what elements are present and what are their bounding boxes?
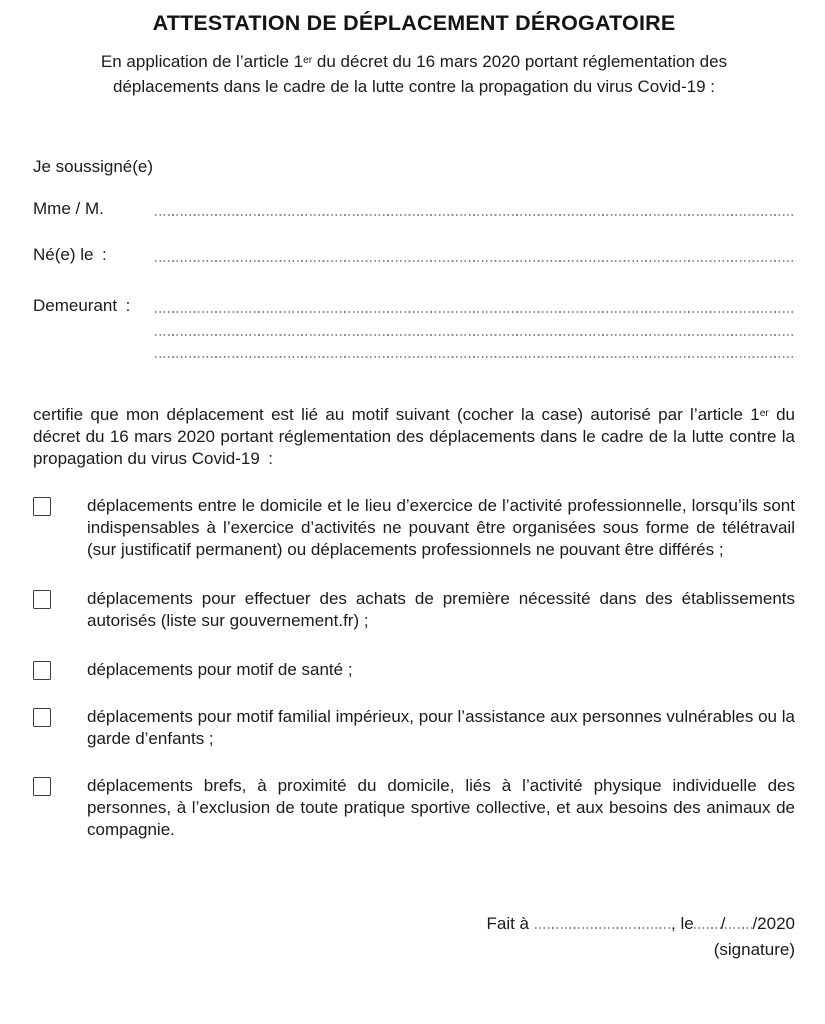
le-label: , le bbox=[671, 914, 694, 933]
birthdate-field-row bbox=[33, 244, 795, 266]
address-input-line-3[interactable] bbox=[155, 356, 795, 358]
reason-checkbox-health[interactable] bbox=[33, 661, 51, 680]
reason-item-work bbox=[33, 495, 795, 561]
address-input-line-1[interactable] bbox=[155, 311, 795, 313]
date-place-line bbox=[33, 913, 795, 935]
reason-item-health bbox=[33, 659, 795, 681]
subtitle bbox=[67, 49, 761, 99]
reason-item-family bbox=[33, 706, 795, 750]
month-input-line[interactable] bbox=[725, 927, 752, 929]
intro-line: Je soussigné(e) bbox=[33, 157, 154, 176]
birthdate-label: Né(e) le : bbox=[33, 245, 107, 264]
reason-text-work: déplacements entre le domicile et le lieu d’exercice de l’activité professionnelle, lorsqu’ils sont indispensables à l’exercice d’activités ne pouvant être organisées sous forme de télétravail (sur justificatif permanent) ou déplacements professionnels ne pouvant être différés ; bbox=[87, 496, 795, 559]
subtitle-text-pre: En application de l’article 1 bbox=[100, 52, 304, 71]
certify-paragraph bbox=[33, 404, 795, 470]
reason-text-exercise: déplacements brefs, à proximité du domicile, liés à l’activité physique individuelle des personnes, à l’exclusion de toute pratique sportive collective, et aux besoins des animaux de compagnie. bbox=[87, 776, 795, 839]
certify-text-pre: certifie que mon déplacement est lié au motif suivant (cocher la case) autorisé par l’article 1 bbox=[33, 405, 760, 424]
name-input-line[interactable] bbox=[155, 214, 795, 216]
reason-text-family: déplacements pour motif familial impérieux, pour l’assistance aux personnes vulnérables ou la garde d’enfants ; bbox=[87, 707, 795, 748]
fait-a-label: Fait à bbox=[486, 914, 530, 933]
address-field-row bbox=[33, 295, 795, 358]
address-label: Demeurant : bbox=[33, 296, 131, 315]
address-input-lines bbox=[155, 295, 795, 358]
birthdate-input-line[interactable] bbox=[155, 260, 795, 262]
reason-checkbox-exercise[interactable] bbox=[33, 777, 51, 796]
subtitle-text-post: du décret du 16 mars 2020 portant réglementation des déplacements dans le cadre de la lutte contre la propagation du virus Covid-19 : bbox=[113, 52, 728, 96]
reason-text-health: déplacements pour motif de santé ; bbox=[87, 660, 353, 679]
certify-superscript: er bbox=[759, 408, 769, 420]
reason-checkbox-groceries[interactable] bbox=[33, 590, 51, 609]
reason-text-groceries: déplacements pour effectuer des achats de première nécessité dans des établissements autorisés (liste sur gouvernement.fr) ; bbox=[87, 589, 795, 630]
year-label: /2020 bbox=[752, 914, 795, 933]
reason-list bbox=[33, 495, 795, 841]
reason-checkbox-work[interactable] bbox=[33, 497, 51, 516]
certify-text-post: du décret du 16 mars 2020 portant réglementation des déplacements dans le cadre de la lutte contre la propagation du virus Covid-19 : bbox=[33, 405, 796, 468]
day-input-line[interactable] bbox=[694, 927, 721, 929]
signature-label: (signature) bbox=[713, 940, 795, 959]
footer bbox=[33, 913, 795, 961]
address-input-line-2[interactable] bbox=[155, 334, 795, 336]
name-field-row bbox=[33, 198, 795, 220]
name-label: Mme / M. bbox=[33, 199, 104, 218]
subtitle-superscript: er bbox=[303, 55, 313, 67]
reason-item-exercise bbox=[33, 775, 795, 841]
reason-item-groceries bbox=[33, 588, 795, 632]
reason-checkbox-family[interactable] bbox=[33, 708, 51, 727]
date-slash: / bbox=[720, 914, 726, 933]
page-title: ATTESTATION DE DÉPLACEMENT DÉROGATOIRE bbox=[152, 11, 676, 35]
place-input-line[interactable] bbox=[535, 927, 671, 929]
